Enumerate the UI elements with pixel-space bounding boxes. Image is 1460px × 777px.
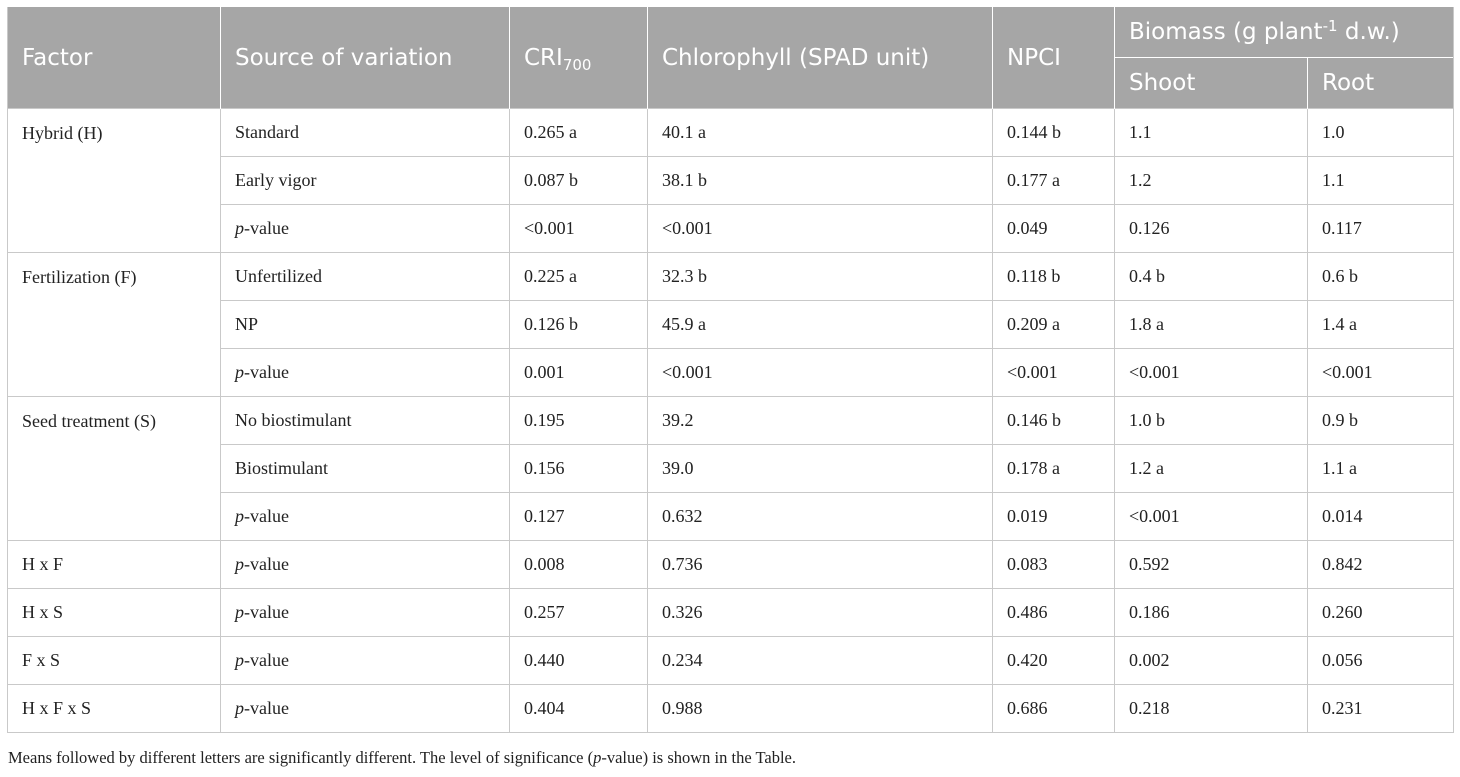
table-row: [8, 301, 1454, 349]
pvalue-p: p: [235, 506, 244, 526]
cell-npci: 0.177 a: [993, 157, 1115, 205]
cell-cri700: 0.265 a: [510, 109, 648, 157]
header-source-of-variation: Source of variation: [221, 7, 510, 109]
cell-cri700: 0.225 a: [510, 253, 648, 301]
header-biomass: [1115, 7, 1454, 58]
footnote-p: p: [593, 748, 602, 767]
cell-npci: 0.049: [993, 205, 1115, 253]
table-row: [8, 157, 1454, 205]
cell-cri700: 0.156: [510, 445, 648, 493]
cell-chlorophyll: 0.736: [648, 541, 993, 589]
table-row: [8, 589, 1454, 637]
cell-shoot: 1.2 a: [1115, 445, 1308, 493]
cell-cri700: <0.001: [510, 205, 648, 253]
pvalue-p: p: [235, 554, 244, 574]
cell-npci: 0.146 b: [993, 397, 1115, 445]
table-row: [8, 109, 1454, 157]
pvalue-p: p: [235, 698, 244, 718]
cell-root: 0.6 b: [1308, 253, 1454, 301]
table-row: [8, 541, 1454, 589]
cell-source: No biostimulant: [221, 397, 510, 445]
cell-npci: 0.178 a: [993, 445, 1115, 493]
cell-shoot: 0.592: [1115, 541, 1308, 589]
cell-npci: 0.118 b: [993, 253, 1115, 301]
cell-root: 1.1: [1308, 157, 1454, 205]
cell-chlorophyll: <0.001: [648, 349, 993, 397]
cell-chlorophyll: 0.988: [648, 685, 993, 733]
pvalue-rest: -value: [244, 506, 289, 526]
pvalue-p: p: [235, 218, 244, 238]
cell-root: 0.231: [1308, 685, 1454, 733]
table-row: [8, 205, 1454, 253]
cell-factor: Fertilization (F): [8, 253, 221, 397]
cell-source: NP: [221, 301, 510, 349]
cell-chlorophyll: 38.1 b: [648, 157, 993, 205]
table-row: [8, 493, 1454, 541]
results-table-container: [7, 7, 1453, 733]
cell-chlorophyll: 45.9 a: [648, 301, 993, 349]
cell-source: [221, 205, 510, 253]
cell-npci: 0.144 b: [993, 109, 1115, 157]
cell-cri700: 0.195: [510, 397, 648, 445]
cell-shoot: 1.1: [1115, 109, 1308, 157]
cell-cri700: 0.127: [510, 493, 648, 541]
cell-shoot: <0.001: [1115, 349, 1308, 397]
cell-cri700: 0.404: [510, 685, 648, 733]
cell-root: 0.260: [1308, 589, 1454, 637]
header-biomass-superscript: -1: [1322, 17, 1338, 35]
table-body: [8, 109, 1454, 733]
cell-source: [221, 349, 510, 397]
table-row: [8, 637, 1454, 685]
table-row: [8, 685, 1454, 733]
cell-npci: 0.486: [993, 589, 1115, 637]
cell-factor: Hybrid (H): [8, 109, 221, 253]
pvalue-p: p: [235, 650, 244, 670]
table-row: [8, 349, 1454, 397]
pvalue-rest: -value: [244, 602, 289, 622]
cell-npci: 0.686: [993, 685, 1115, 733]
pvalue-rest: -value: [244, 650, 289, 670]
cell-factor: H x S: [8, 589, 221, 637]
header-cri-main: CRI: [524, 44, 563, 71]
header-root: Root: [1308, 58, 1454, 109]
cell-chlorophyll: <0.001: [648, 205, 993, 253]
header-npci: NPCI: [993, 7, 1115, 109]
cell-cri700: 0.257: [510, 589, 648, 637]
cell-root: 0.842: [1308, 541, 1454, 589]
cell-shoot: 0.4 b: [1115, 253, 1308, 301]
cell-cri700: 0.126 b: [510, 301, 648, 349]
footnote-part1: Means followed by different letters are significantly different. The level of significance (: [8, 748, 594, 767]
cell-chlorophyll: 39.0: [648, 445, 993, 493]
cell-source: [221, 685, 510, 733]
header-factor: Factor: [8, 7, 221, 109]
cell-shoot: 0.186: [1115, 589, 1308, 637]
cell-root: <0.001: [1308, 349, 1454, 397]
cell-chlorophyll: 0.326: [648, 589, 993, 637]
cell-source: Unfertilized: [221, 253, 510, 301]
table-row: [8, 445, 1454, 493]
cell-cri700: 0.001: [510, 349, 648, 397]
cell-npci: 0.420: [993, 637, 1115, 685]
header-shoot: Shoot: [1115, 58, 1308, 109]
pvalue-rest: -value: [244, 218, 289, 238]
cell-chlorophyll: 39.2: [648, 397, 993, 445]
cell-chlorophyll: 0.234: [648, 637, 993, 685]
header-biomass-pre: Biomass (g plant: [1129, 19, 1323, 45]
cell-npci: 0.209 a: [993, 301, 1115, 349]
cell-cri700: 0.008: [510, 541, 648, 589]
table-footnote: [8, 748, 796, 768]
cell-chlorophyll: 40.1 a: [648, 109, 993, 157]
cell-shoot: 0.218: [1115, 685, 1308, 733]
cell-root: 1.4 a: [1308, 301, 1454, 349]
cell-root: 0.014: [1308, 493, 1454, 541]
cell-root: 0.056: [1308, 637, 1454, 685]
cell-source: Early vigor: [221, 157, 510, 205]
cell-source: Biostimulant: [221, 445, 510, 493]
cell-source: Standard: [221, 109, 510, 157]
pvalue-rest: -value: [244, 698, 289, 718]
cell-cri700: 0.087 b: [510, 157, 648, 205]
cell-cri700: 0.440: [510, 637, 648, 685]
cell-npci: 0.019: [993, 493, 1115, 541]
cell-root: 0.117: [1308, 205, 1454, 253]
cell-npci: 0.083: [993, 541, 1115, 589]
cell-shoot: 1.8 a: [1115, 301, 1308, 349]
cell-chlorophyll: 0.632: [648, 493, 993, 541]
footnote-part2: -value) is shown in the Table.: [601, 748, 797, 767]
table-row: [8, 253, 1454, 301]
cell-npci: <0.001: [993, 349, 1115, 397]
cell-shoot: <0.001: [1115, 493, 1308, 541]
pvalue-p: p: [235, 602, 244, 622]
cell-shoot: 0.002: [1115, 637, 1308, 685]
cell-shoot: 1.0 b: [1115, 397, 1308, 445]
cell-root: 0.9 b: [1308, 397, 1454, 445]
cell-source: [221, 493, 510, 541]
cell-root: 1.0: [1308, 109, 1454, 157]
cell-shoot: 1.2: [1115, 157, 1308, 205]
pvalue-p: p: [235, 362, 244, 382]
cell-source: [221, 637, 510, 685]
cell-root: 1.1 a: [1308, 445, 1454, 493]
cell-shoot: 0.126: [1115, 205, 1308, 253]
table-header: [8, 7, 1454, 109]
cell-factor: H x F: [8, 541, 221, 589]
pvalue-rest: -value: [244, 554, 289, 574]
cell-factor: Seed treatment (S): [8, 397, 221, 541]
results-table: [7, 7, 1454, 733]
cell-factor: H x F x S: [8, 685, 221, 733]
header-cri700: [510, 7, 648, 109]
cell-source: [221, 541, 510, 589]
cell-factor: F x S: [8, 637, 221, 685]
table-row: [8, 397, 1454, 445]
cell-source: [221, 589, 510, 637]
cell-chlorophyll: 32.3 b: [648, 253, 993, 301]
header-biomass-post: d.w.): [1337, 19, 1400, 45]
pvalue-rest: -value: [244, 362, 289, 382]
header-chlorophyll: Chlorophyll (SPAD unit): [648, 7, 993, 109]
header-cri-subscript: 700: [562, 55, 592, 74]
